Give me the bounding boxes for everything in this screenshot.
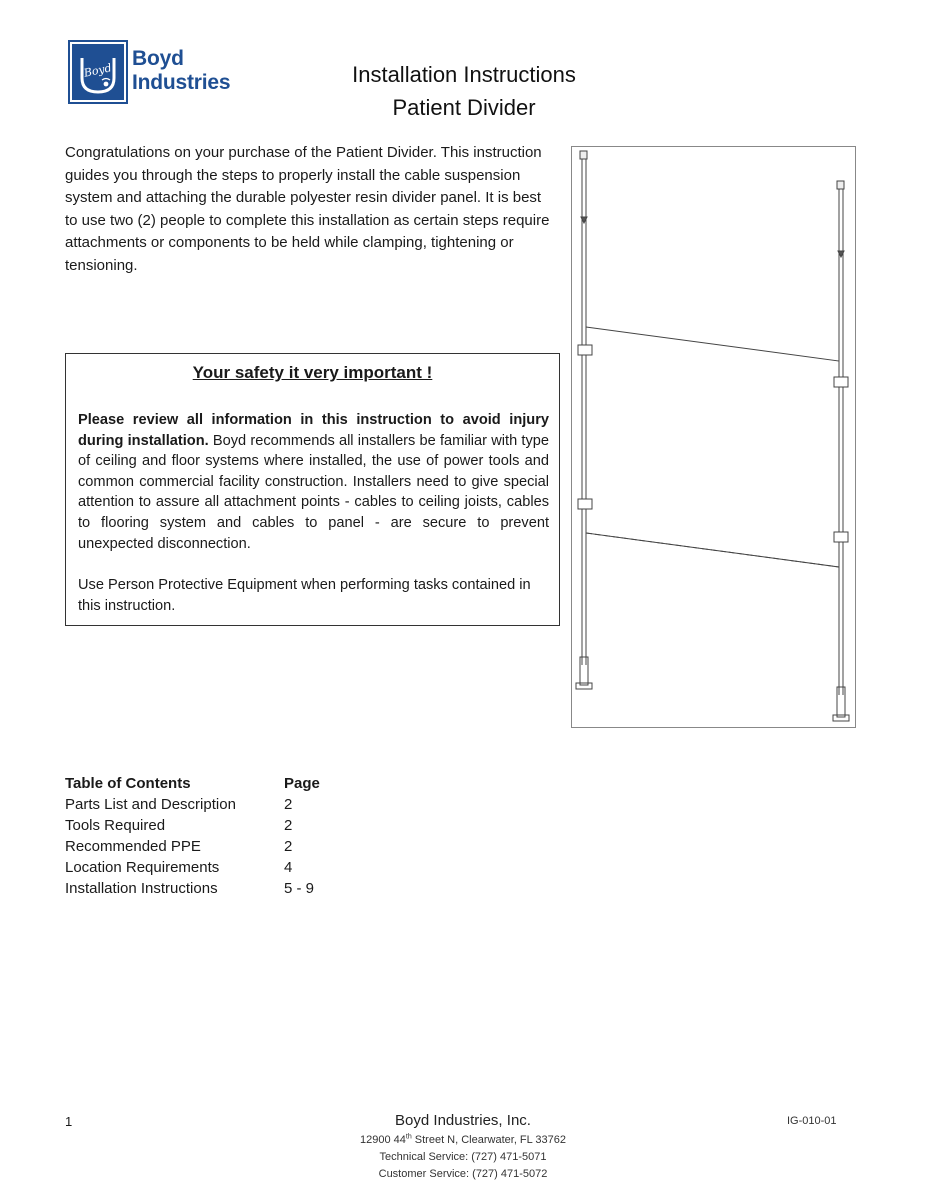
toc-row-title: Installation Instructions <box>65 880 218 897</box>
safety-body-text: Boyd recommends all installers be familiar with type of ceiling and floor systems where installed, the use of power tools and common commercial facility construction. Installers need to give special attention to assure all attachment points - cables to ceiling joists, cables to flooring system and cables to panel - are secure to prevent unexpected disconnection. <box>78 432 549 552</box>
toc-row-page: 2 <box>284 817 293 834</box>
toc-header-title: Table of Contents <box>65 775 191 792</box>
title-line-2: Patient Divider <box>392 95 536 120</box>
toc-row-title: Location Requirements <box>65 859 220 876</box>
safety-bold-lead: Please review all information in this instruction to avoid injury during installation. <box>78 412 549 449</box>
page-number: 1 <box>65 1114 73 1129</box>
toc-row-page: 2 <box>284 838 293 855</box>
toc-row-page: 2 <box>284 796 293 813</box>
company-logo <box>70 42 240 104</box>
toc-row-page: 4 <box>284 859 293 876</box>
footer-technical-service: Technical Service: (727) 471-5071 <box>379 1151 547 1163</box>
toc-row-title: Parts List and Description <box>65 796 236 813</box>
footer-company: Boyd Industries, Inc. <box>395 1112 531 1129</box>
safety-ppe-text: Use Person Protective Equipment when performing tasks contained in this instruction. <box>78 577 531 614</box>
toc-row-page: 5 - 9 <box>284 880 315 897</box>
toc-row <box>65 836 365 857</box>
safety-body <box>78 410 549 554</box>
logo-word-boyd: Boyd <box>132 47 184 70</box>
title-line-1: Installation Instructions <box>352 62 576 87</box>
toc-row-title: Recommended PPE <box>65 838 201 855</box>
document-title <box>300 58 628 124</box>
toc-row <box>65 878 365 899</box>
toc-row-title: Tools Required <box>65 817 166 834</box>
logo-word-industries: Industries <box>132 71 231 94</box>
intro-paragraph: Congratulations on your purchase of the Patient Divider. This instruction guides you through the steps to properly install the cable suspension system and attaching the durable polyester resin divider panel. It is best to use two (2) people to complete this installation as certain steps require attachments or components to be held while clamping, tightening or tensioning. <box>65 144 550 274</box>
footer-customer-service: Customer Service: (727) 471-5072 <box>378 1168 548 1180</box>
table-of-contents <box>65 773 365 899</box>
toc-row <box>65 794 365 815</box>
safety-notice-box <box>65 353 560 626</box>
document-id: IG-010-01 <box>787 1115 837 1127</box>
footer-address: 12900 44th Street N, Clearwater, FL 33762 <box>359 1133 566 1146</box>
patient-divider-illustration <box>571 146 856 728</box>
logo-badge <box>70 42 126 102</box>
toc-row <box>65 815 365 836</box>
safety-heading: Your safety it very important ! <box>192 363 433 382</box>
divider-drawing <box>572 147 855 727</box>
toc-row <box>65 857 365 878</box>
footer-contact <box>263 1110 663 1183</box>
toc-header <box>65 773 365 794</box>
toc-header-page: Page <box>284 775 320 792</box>
logo-badge-text: Boyd <box>82 61 113 80</box>
